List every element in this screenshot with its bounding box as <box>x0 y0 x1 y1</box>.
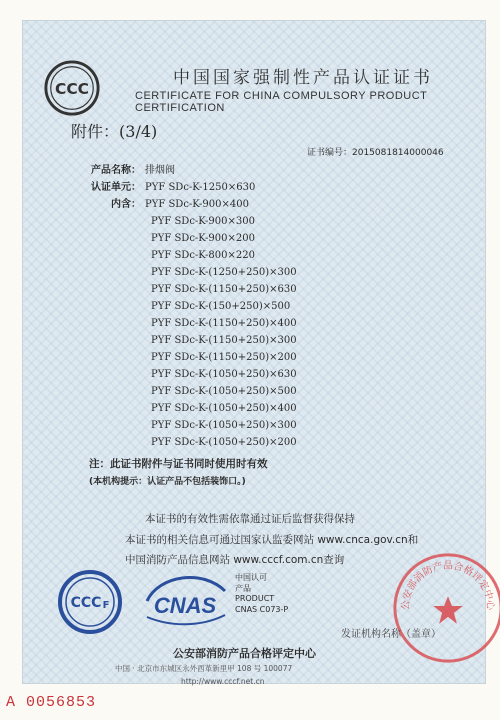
model-item: PYF SDc-K-800×220 <box>151 250 255 261</box>
ccc-f-logo-letter: F <box>102 600 110 611</box>
model-item: PYF SDc-K-(1250+250)×300 <box>151 267 297 278</box>
product-name-row <box>79 165 175 177</box>
model-item: PYF SDc-K-(1150+250)×630 <box>151 284 297 295</box>
model-item: PYF SDc-K-900×400 <box>145 199 249 210</box>
product-name-label: 产品名称： <box>91 165 141 176</box>
cnas-line: 中国认可 <box>235 573 267 582</box>
cnas-line: 产品 <box>235 583 251 593</box>
certificate-number: 证书编号：2015081814000046 <box>307 148 444 158</box>
cert-unit-value: PYF SDc-K-1250×630 <box>145 182 256 193</box>
model-item: PYF SDc-K-(1150+250)×300 <box>151 335 297 346</box>
issuer-signature-label: 发证机构名称（盖章） <box>341 629 441 640</box>
model-item: PYF SDc-K-(1050+250)×200 <box>151 437 297 448</box>
model-item: PYF SDc-K-(1150+250)×200 <box>151 352 297 363</box>
validity-line-3: 中国消防产品信息网站 www.cccf.com.cn查询 <box>125 554 345 566</box>
cert-unit-row <box>79 182 255 194</box>
star-icon <box>433 596 463 624</box>
cert-unit-label: 认证单元： <box>91 182 141 193</box>
ccc-logo-text: CCC <box>54 79 90 98</box>
cnas-line: CNAS C073-P <box>235 604 289 614</box>
title-english: CERTIFICATE FOR CHINA COMPULSORY PRODUCT CERTIFICATION <box>135 90 428 114</box>
official-seal <box>389 549 500 667</box>
certificate-sheet <box>22 20 496 686</box>
cnas-line: PRODUCT <box>235 594 275 603</box>
model-item: PYF SDc-K-(1050+250)×300 <box>151 420 297 431</box>
validity-note: 注：此证书附件与证书同时使用时有效 <box>89 458 268 470</box>
ccc-f-logo-text: CCC <box>70 595 102 611</box>
issuer-name: 公安部消防产品合格评定中心 <box>173 647 316 660</box>
issuer-address: 中国 · 北京市东城区永外西革新里甲 108 号 100077 <box>115 664 293 673</box>
annex-heading <box>71 119 157 142</box>
product-name-value: 排烟阀 <box>145 165 175 176</box>
cnas-logo-text: CNAS <box>153 593 217 618</box>
model-item: PYF SDc-K-(150+250)×500 <box>151 301 291 312</box>
serial-number: A 0056853 <box>6 694 97 711</box>
institution-note: (本机构提示：认证产品不包括装饰口。) <box>89 477 246 487</box>
ccc-logo <box>43 59 101 117</box>
contains-row <box>79 199 249 211</box>
validity-line-2: 本证书的相关信息可通过国家认监委网站 www.cnca.gov.cn和 <box>125 534 419 546</box>
model-item: PYF SDc-K-900×200 <box>151 233 255 244</box>
model-item: PYF SDc-K-900×300 <box>151 216 255 227</box>
model-item: PYF SDc-K-(1150+250)×400 <box>151 318 297 329</box>
annex-page: (3/4) <box>119 122 158 141</box>
ccc-f-logo <box>57 569 123 635</box>
title-chinese: 中国国家强制性产品认证证书 <box>173 68 433 88</box>
model-item: PYF SDc-K-(1050+250)×500 <box>151 386 297 397</box>
issuer-website: http://www.cccf.net.cn <box>181 677 265 686</box>
contains-label: 内含： <box>111 199 141 210</box>
cnas-logo <box>141 571 229 627</box>
annex-label: 附件： <box>71 122 120 141</box>
validity-line-1: 本证书的有效性需依靠通过证后监督获得保持 <box>145 513 355 525</box>
seal-text: 公安部消防产品合格评定中心 <box>400 560 496 611</box>
model-item: PYF SDc-K-(1050+250)×630 <box>151 369 297 380</box>
model-item: PYF SDc-K-(1050+250)×400 <box>151 403 297 414</box>
cnas-accreditation-text <box>235 573 288 615</box>
